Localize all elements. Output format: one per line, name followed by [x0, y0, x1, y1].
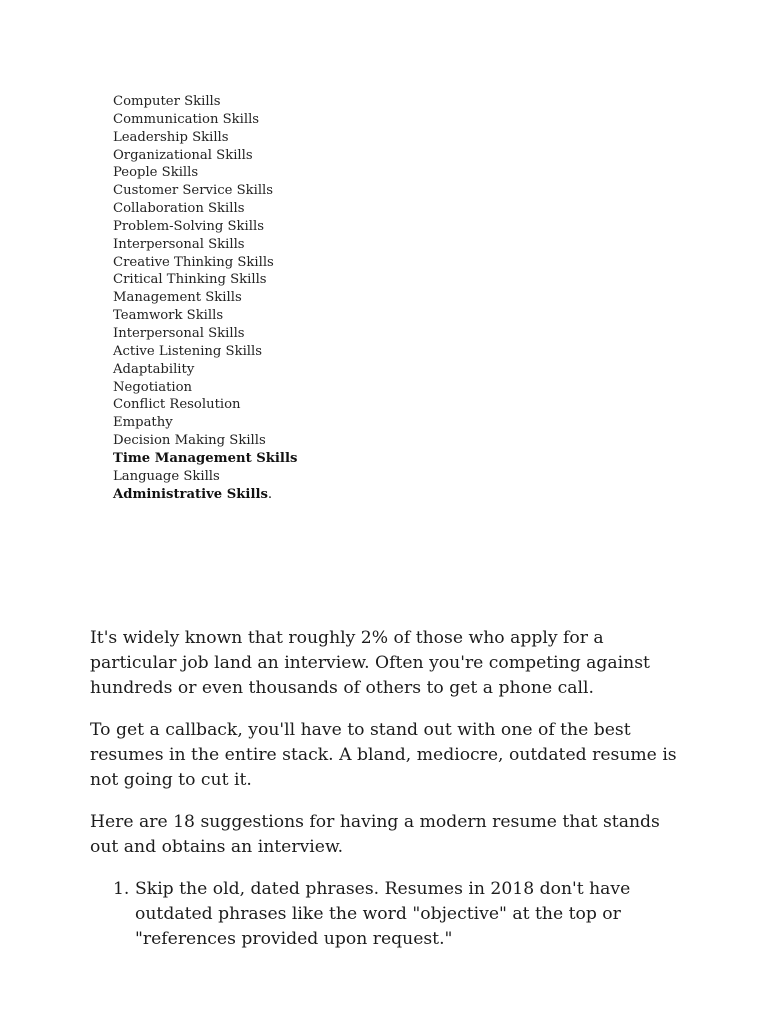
skill-item: [113, 432, 297, 450]
skill-item: [113, 379, 297, 397]
skill-label: Computer Skills: [113, 94, 221, 109]
skill-label: Customer Service Skills: [113, 183, 274, 199]
suggestions-list: [90, 877, 690, 952]
suggestion-number: 1.: [113, 879, 130, 899]
skill-item: [113, 200, 297, 218]
skill-item: [113, 164, 297, 182]
skill-item: [113, 254, 297, 272]
skill-label: Language Skills: [113, 468, 220, 484]
skill-item: [113, 111, 297, 129]
suggestion-item: [90, 877, 690, 952]
skill-label: Communication Skills: [113, 111, 260, 127]
article-body: [90, 626, 690, 952]
skill-item: [113, 343, 297, 361]
suggestion-text: Skip the old, dated phrases. Resumes in 2018 don't have outdated phrases like the word "objective" at the top or "references provided upon request.": [135, 879, 631, 949]
skill-label: Collaboration Skills: [113, 201, 245, 217]
skill-item: [113, 307, 297, 325]
skill-label: Time Management Skills: [113, 450, 298, 466]
article-paragraph-callback: To get a callback, you'll have to stand out with one of the best resumes in the entire stack. A bland, mediocre, outdated resume is not going to cut it.: [90, 720, 677, 790]
skill-label: Problem-Solving Skills: [113, 218, 264, 234]
skill-label: Interpersonal Skills: [113, 325, 245, 341]
skill-item: [113, 129, 297, 147]
skill-item: [113, 414, 297, 432]
skill-item: [113, 182, 297, 200]
skill-label: Administrative Skills: [113, 486, 268, 502]
skill-label: Empathy: [113, 415, 173, 431]
skill-item: [113, 486, 297, 504]
skill-label: Interpersonal Skills: [113, 236, 245, 252]
skill-label: Conflict Resolution: [113, 397, 241, 413]
skill-item: [113, 236, 297, 254]
skill-label: Organizational Skills: [113, 147, 253, 163]
skill-label: Management Skills: [113, 290, 242, 306]
skill-item: [113, 93, 297, 111]
skill-item: [113, 147, 297, 165]
skills-list: [113, 93, 297, 503]
skill-label: Active Listening Skills: [113, 343, 263, 359]
skill-item: [113, 450, 297, 468]
skill-label: Critical Thinking Skills: [113, 272, 267, 288]
skill-label: Leadership Skills: [113, 129, 229, 145]
skill-label: Teamwork Skills: [113, 308, 224, 324]
article-paragraph-suggestions: Here are 18 suggestions for having a modern resume that stands out and obtains an interview.: [90, 812, 660, 857]
skill-label: Adaptability: [113, 361, 195, 377]
skill-item: [113, 396, 297, 414]
skill-item: [113, 325, 297, 343]
skill-label: Negotiation: [113, 379, 193, 395]
skill-item: [113, 218, 297, 236]
article-paragraph-intro: It's widely known that roughly 2% of those who apply for a particular job land an interview. Often you're competing against hundreds or even thousands of others to get a phone call.: [90, 628, 650, 698]
skill-label: Decision Making Skills: [113, 433, 266, 449]
skill-item: [113, 271, 297, 289]
skill-item: [113, 361, 297, 379]
skill-label: People Skills: [113, 165, 199, 181]
skill-trailing-period: .: [267, 486, 273, 502]
skill-label: Creative Thinking Skills: [113, 254, 274, 270]
skill-item: [113, 289, 297, 307]
skill-item: [113, 468, 297, 486]
